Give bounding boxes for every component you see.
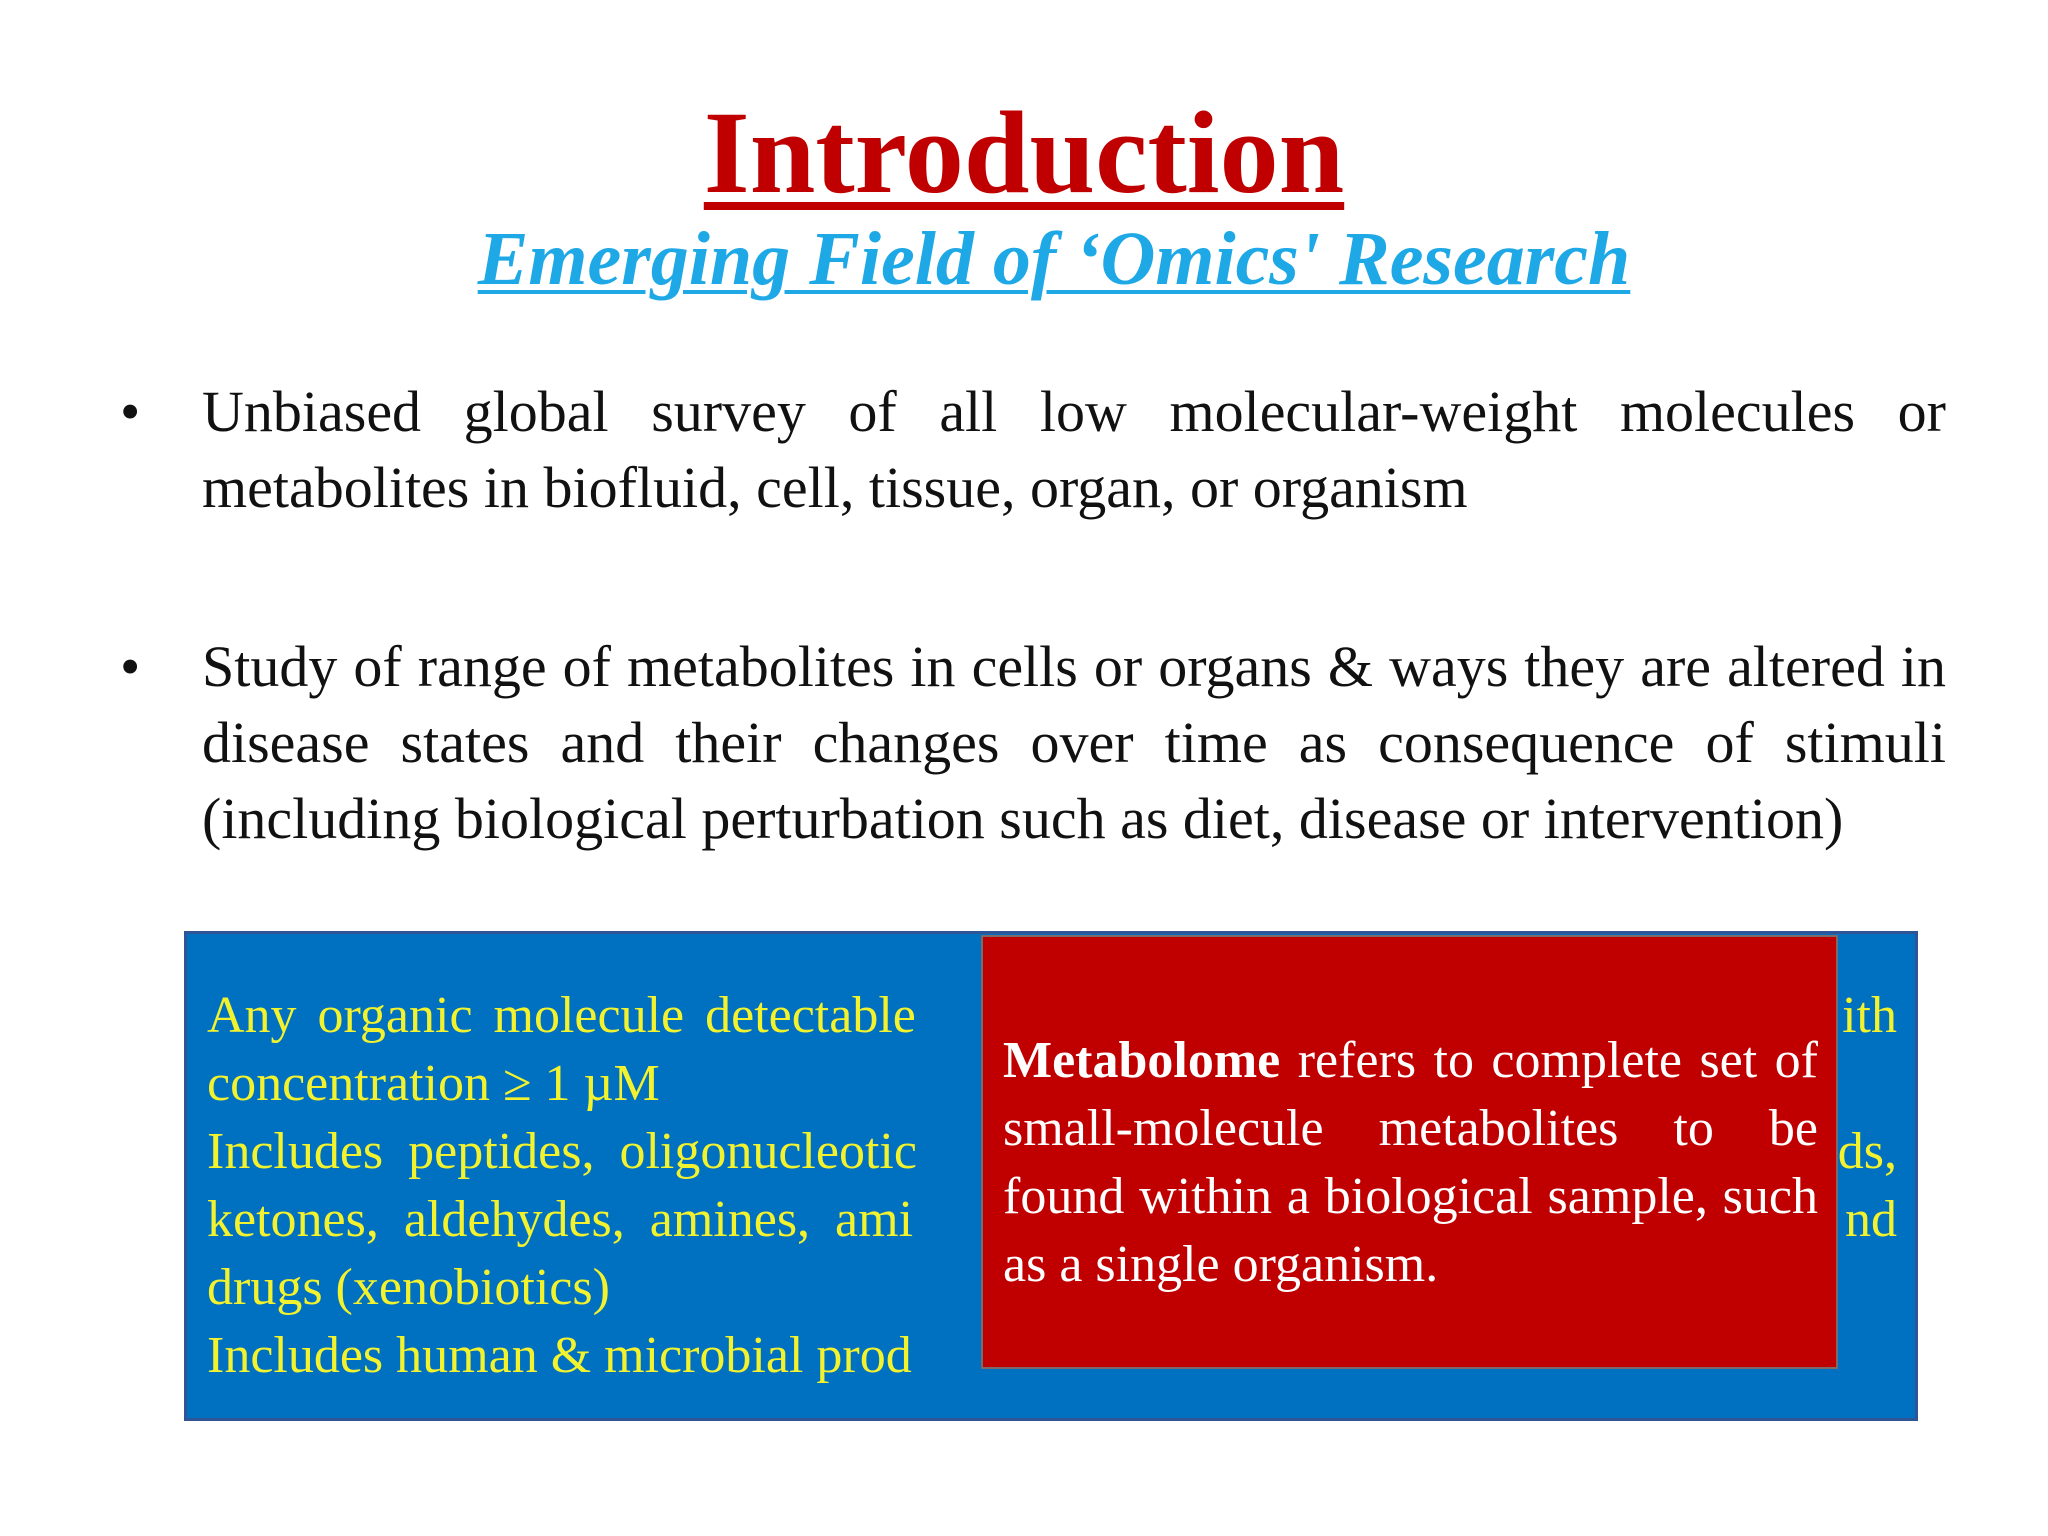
bullet-item [120,629,1946,857]
bullet-item [120,374,1946,526]
bullet-marker: • [120,634,141,699]
metabolite-line: drugs (xenobiotics) [207,1259,610,1316]
bullet-text: Unbiased global survey of all low molecular-weight molecules or metabolites in biofluid, cell, tissue, organ, or organism [202,379,1946,520]
bullet-list [120,374,1946,857]
metabolite-line-right: nd [1845,1191,1897,1248]
metabolite-line-right: ds, [1837,1123,1897,1180]
metabolite-line: concentration ≥ 1 µM [207,1055,660,1112]
slide-title-text: Introduction [703,87,1345,218]
metabolome-definition-box [981,935,1838,1369]
metabolite-line-right: ith [1842,987,1897,1044]
metabolite-line: Includes human & microbial prod [207,1327,912,1384]
metabolome-term: Metabolome [1003,1032,1281,1089]
metabolome-definition-text [1003,1027,1818,1299]
bullet-text: Study of range of metabolites in cells or organs & ways they are altered in disease states and their changes over time as consequence of stimuli (including biological perturbation such as diet, disease or intervention) [202,634,1946,851]
bullet-marker: • [120,379,141,444]
slide-subtitle-text: Emerging Field of ‘Omics' Research [477,217,1631,301]
slide-subtitle [30,218,2048,302]
metabolite-line-left: Includes peptides, oligonucleotic [207,1123,917,1180]
slide-title [0,88,2048,218]
metabolite-line-left: Any organic molecule detectable [207,987,916,1044]
metabolome-definition: refers to complete set of small-molecule metabolites to be found within a biological sample, such as a single organism. [1003,1032,1818,1293]
metabolite-line-left: ketones, aldehydes, amines, ami [207,1191,914,1248]
